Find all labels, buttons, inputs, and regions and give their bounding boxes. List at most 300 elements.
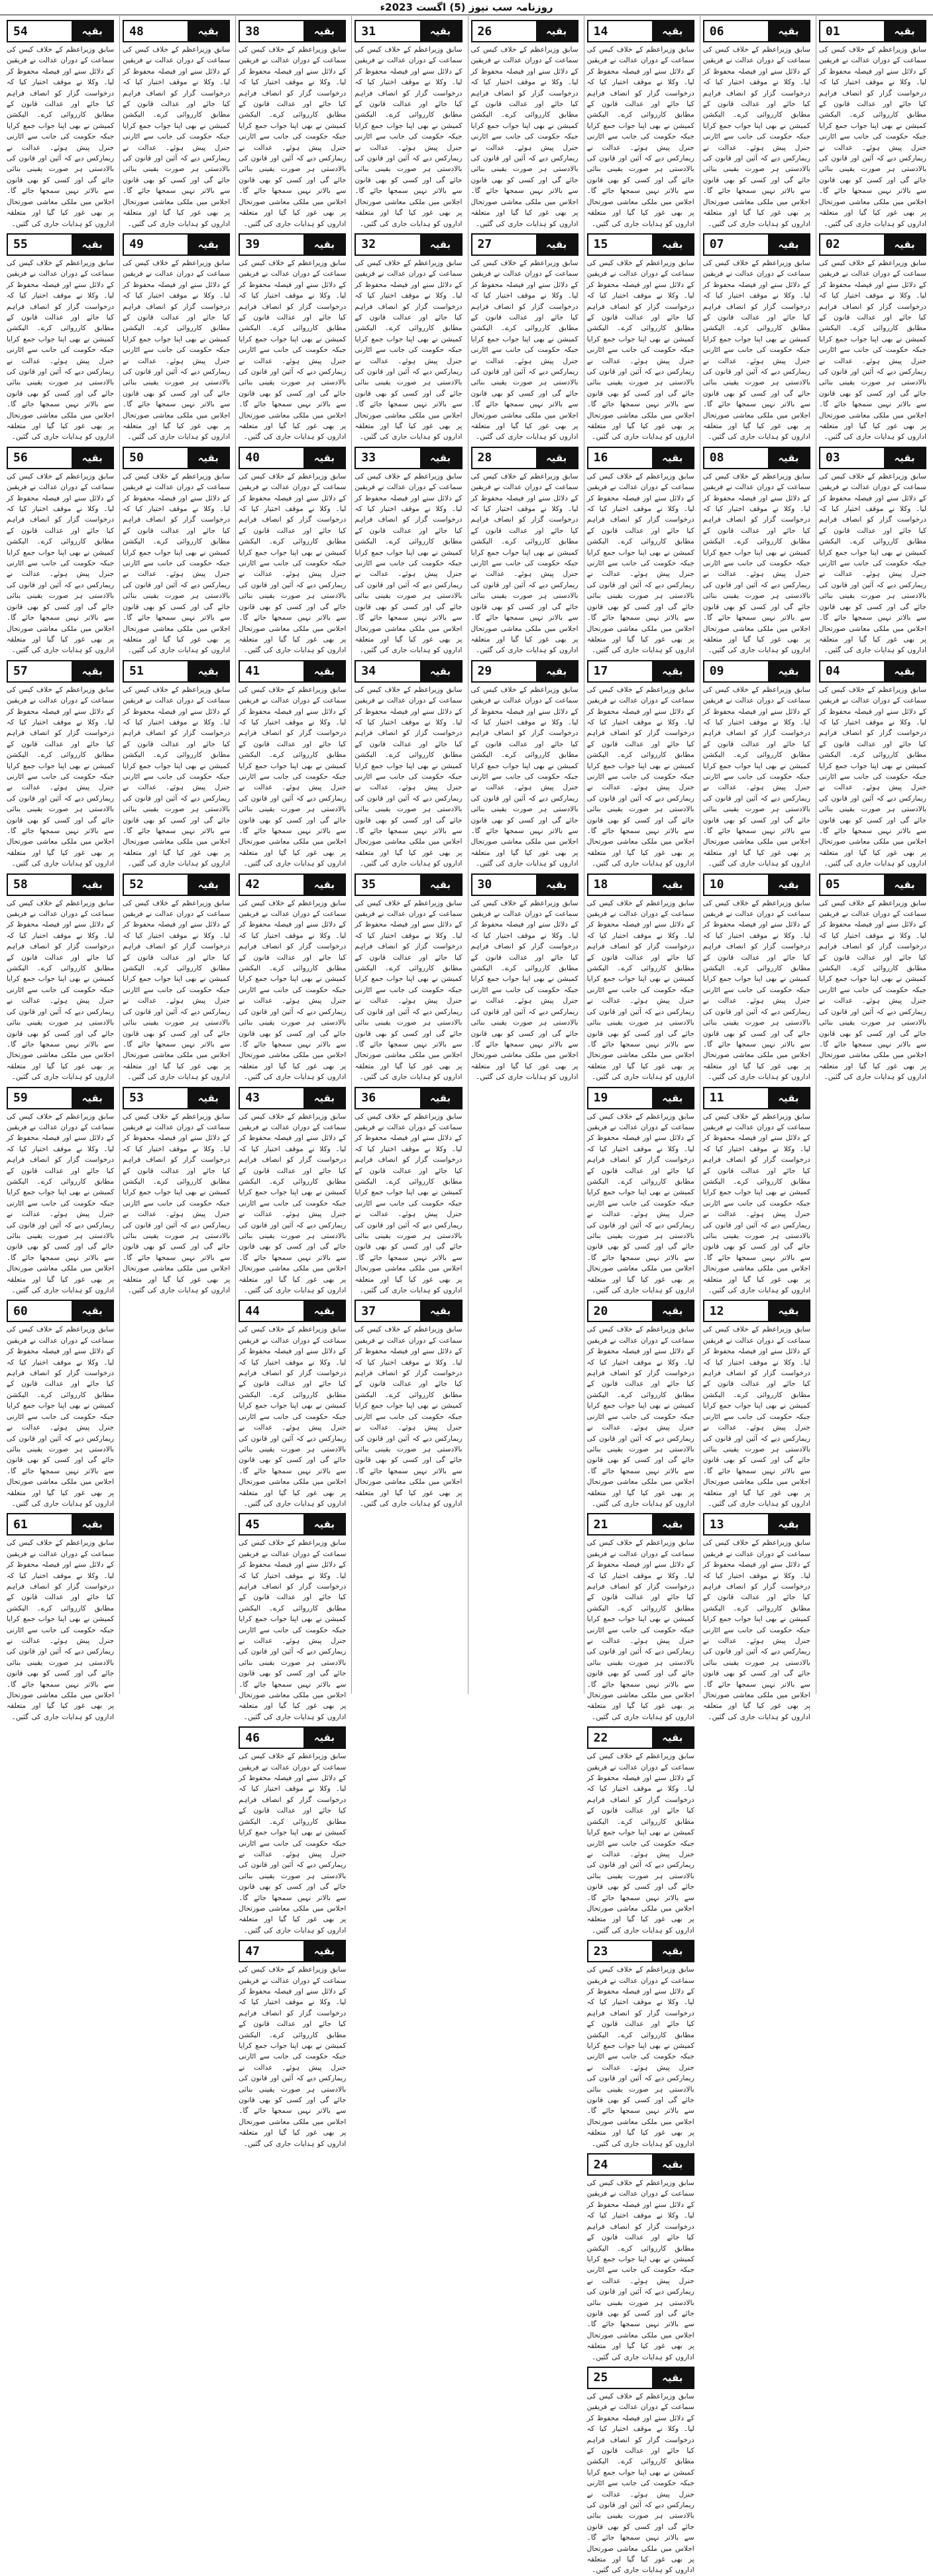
story-body: سابق وزیراعظم کے خلاف کیس کی سماعت کے دوران عدالت نے فریقین کے دلائل سنے اور فیصلہ محفوظ کر لیا۔ وکلا نے موقف اختیار کیا کہ درخواست گزار کو انصاف فراہم کیا جائے اور عدالت قانون کے مطابق کارروائی کرے۔ الیکشن کمیشن نے بھی اپنا جواب جمع کرایا جبکہ حکومت کی جانب سے اٹارنی جنرل پیش ہوئے۔ عدالت نے ریمارکس دیے کہ آئین اور قانون کی بالادستی ہر صورت یقینی بنائی جائے گی اور کسی کو بھی قانون سے بالاتر نہیں سمجھا جائے گا۔ اجلاس میں ملکی معاشی صورتحال پر بھی غور کیا گیا اور متعلقہ اداروں کو ہدایات جاری کی گئیں۔ [123,685,231,868]
continuation-label: بقیہ [652,235,693,254]
story-number: 57 [8,661,72,681]
story-body: سابق وزیراعظم کے خلاف کیس کی سماعت کے دوران عدالت نے فریقین کے دلائل سنے اور فیصلہ محفوظ کر لیا۔ وکلا نے موقف اختیار کیا کہ درخواست گزار کو انصاف فراہم کیا جائے اور عدالت قانون کے مطابق کارروائی کرے۔ الیکشن کمیشن نے بھی اپنا جواب جمع کرایا جبکہ حکومت کی جانب سے اٹارنی جنرل پیش ہوئے۔ عدالت نے ریمارکس دیے کہ آئین اور قانون کی بالادستی ہر صورت یقینی بنائی جائے گی اور کسی کو بھی قانون سے بالاتر نہیں سمجھا جائے گا۔ اجلاس میں ملکی معاشی صورتحال پر بھی غور کیا گیا اور متعلقہ اداروں کو ہدایات جاری کی گئیں۔ [123,46,231,228]
story-number: 22 [588,1728,652,1748]
story-body: سابق وزیراعظم کے خلاف کیس کی سماعت کے دوران عدالت نے فریقین کے دلائل سنے اور فیصلہ محفوظ کر لیا۔ وکلا نے موقف اختیار کیا کہ درخواست گزار کو انصاف فراہم کیا جائے اور عدالت قانون کے مطابق کارروائی کرے۔ الیکشن کمیشن نے بھی اپنا جواب جمع کرایا جبکہ حکومت کی جانب سے اٹارنی جنرل پیش ہوئے۔ عدالت نے ریمارکس دیے کہ آئین اور قانون کی بالادستی ہر صورت یقینی بنائی جائے گی اور کسی کو بھی قانون سے بالاتر نہیں سمجھا جائے گا۔ اجلاس میں ملکی معاشی صورتحال پر بھی غور کیا گیا اور متعلقہ اداروں کو ہدایات جاری کی گئیں۔ [239,46,347,228]
story-body: سابق وزیراعظم کے خلاف کیس کی سماعت کے دوران عدالت نے فریقین کے دلائل سنے اور فیصلہ محفوظ کر لیا۔ وکلا نے موقف اختیار کیا کہ درخواست گزار کو انصاف فراہم کیا جائے اور عدالت قانون کے مطابق کارروائی کرے۔ الیکشن کمیشن نے بھی اپنا جواب جمع کرایا جبکہ حکومت کی جانب سے اٹارنی جنرل پیش ہوئے۔ عدالت نے ریمارکس دیے کہ آئین اور قانون کی بالادستی ہر صورت یقینی بنائی جائے گی اور کسی کو بھی قانون سے بالاتر نہیں سمجھا جائے گا۔ اجلاس میں ملکی معاشی صورتحال پر بھی غور کیا گیا اور متعلقہ اداروں کو ہدایات جاری کی گئیں۔ [586,899,694,1082]
story-number: 39 [240,235,303,254]
story-09 [703,660,810,869]
story-33 [355,447,462,656]
story-number: 10 [704,875,768,895]
continuation-label: بقیہ [652,448,693,468]
story-number: 50 [124,448,188,468]
story-number: 43 [240,1088,303,1108]
story-53 [123,1087,230,1296]
continuation-tag [819,233,926,256]
continuation-tag [587,1726,694,1749]
story-30 [471,873,578,1083]
continuation-label: بقیہ [303,1301,345,1321]
story-body: سابق وزیراعظم کے خلاف کیس کی سماعت کے دوران عدالت نے فریقین کے دلائل سنے اور فیصلہ محفوظ کر لیا۔ وکلا نے موقف اختیار کیا کہ درخواست گزار کو انصاف فراہم کیا جائے اور عدالت قانون کے مطابق کارروائی کرے۔ الیکشن کمیشن نے بھی اپنا جواب جمع کرایا جبکہ حکومت کی جانب سے اٹارنی جنرل پیش ہوئے۔ عدالت نے ریمارکس دیے کہ آئین اور قانون کی بالادستی ہر صورت یقینی بنائی جائے گی اور کسی کو بھی قانون سے بالاتر نہیں سمجھا جائے گا۔ اجلاس میں ملکی معاشی صورتحال پر بھی غور کیا گیا اور متعلقہ اداروں کو ہدایات جاری کی گئیں۔ [123,899,231,1082]
story-body: سابق وزیراعظم کے خلاف کیس کی سماعت کے دوران عدالت نے فریقین کے دلائل سنے اور فیصلہ محفوظ کر لیا۔ وکلا نے موقف اختیار کیا کہ درخواست گزار کو انصاف فراہم کیا جائے اور عدالت قانون کے مطابق کارروائی کرے۔ الیکشن کمیشن نے بھی اپنا جواب جمع کرایا جبکہ حکومت کی جانب سے اٹارنی جنرل پیش ہوئے۔ عدالت نے ریمارکس دیے کہ آئین اور قانون کی بالادستی ہر صورت یقینی بنائی جائے گی اور کسی کو بھی قانون سے بالاتر نہیں سمجھا جائے گا۔ اجلاس میں ملکی معاشی صورتحال پر بھی غور کیا گیا اور متعلقہ اداروں کو ہدایات جاری کی گئیں۔ [702,46,810,228]
story-body: سابق وزیراعظم کے خلاف کیس کی سماعت کے دوران عدالت نے فریقین کے دلائل سنے اور فیصلہ محفوظ کر لیا۔ وکلا نے موقف اختیار کیا کہ درخواست گزار کو انصاف فراہم کیا جائے اور عدالت قانون کے مطابق کارروائی کرے۔ الیکشن کمیشن نے بھی اپنا جواب جمع کرایا جبکہ حکومت کی جانب سے اٹارنی جنرل پیش ہوئے۔ عدالت نے ریمارکس دیے کہ آئین اور قانون کی بالادستی ہر صورت یقینی بنائی جائے گی اور کسی کو بھی قانون سے بالاتر نہیں سمجھا جائے گا۔ اجلاس میں ملکی معاشی صورتحال پر بھی غور کیا گیا اور متعلقہ اداروں کو ہدایات جاری کی گئیں۔ [702,472,810,655]
story-body: سابق وزیراعظم کے خلاف کیس کی سماعت کے دوران عدالت نے فریقین کے دلائل سنے اور فیصلہ محفوظ کر لیا۔ وکلا نے موقف اختیار کیا کہ درخواست گزار کو انصاف فراہم کیا جائے اور عدالت قانون کے مطابق کارروائی کرے۔ الیکشن کمیشن نے بھی اپنا جواب جمع کرایا جبکہ حکومت کی جانب سے اٹارنی جنرل پیش ہوئے۔ عدالت نے ریمارکس دیے کہ آئین اور قانون کی بالادستی ہر صورت یقینی بنائی جائے گی اور کسی کو بھی قانون سے بالاتر نہیں سمجھا جائے گا۔ اجلاس میں ملکی معاشی صورتحال پر بھی غور کیا گیا اور متعلقہ اداروں کو ہدایات جاری کی گئیں۔ [123,1112,231,1295]
column-7 [119,16,233,1694]
story-body: سابق وزیراعظم کے خلاف کیس کی سماعت کے دوران عدالت نے فریقین کے دلائل سنے اور فیصلہ محفوظ کر لیا۔ وکلا نے موقف اختیار کیا کہ درخواست گزار کو انصاف فراہم کیا جائے اور عدالت قانون کے مطابق کارروائی کرے۔ الیکشن کمیشن نے بھی اپنا جواب جمع کرایا جبکہ حکومت کی جانب سے اٹارنی جنرل پیش ہوئے۔ عدالت نے ریمارکس دیے کہ آئین اور قانون کی بالادستی ہر صورت یقینی بنائی جائے گی اور کسی کو بھی قانون سے بالاتر نہیں سمجھا جائے گا۔ اجلاس میں ملکی معاشی صورتحال پر بھی غور کیا گیا اور متعلقہ اداروں کو ہدایات جاری کی گئیں۔ [123,258,231,441]
continuation-tag [123,1087,230,1109]
story-number: 12 [704,1301,768,1321]
story-number: 05 [820,875,884,895]
column-1 [816,16,929,1694]
story-body: سابق وزیراعظم کے خلاف کیس کی سماعت کے دوران عدالت نے فریقین کے دلائل سنے اور فیصلہ محفوظ کر لیا۔ وکلا نے موقف اختیار کیا کہ درخواست گزار کو انصاف فراہم کیا جائے اور عدالت قانون کے مطابق کارروائی کرے۔ الیکشن کمیشن نے بھی اپنا جواب جمع کرایا جبکہ حکومت کی جانب سے اٹارنی جنرل پیش ہوئے۔ عدالت نے ریمارکس دیے کہ آئین اور قانون کی بالادستی ہر صورت یقینی بنائی جائے گی اور کسی کو بھی قانون سے بالاتر نہیں سمجھا جائے گا۔ اجلاس میں ملکی معاشی صورتحال پر بھی غور کیا گیا اور متعلقہ اداروں کو ہدایات جاری کی گئیں۔ [586,472,694,655]
story-body: سابق وزیراعظم کے خلاف کیس کی سماعت کے دوران عدالت نے فریقین کے دلائل سنے اور فیصلہ محفوظ کر لیا۔ وکلا نے موقف اختیار کیا کہ درخواست گزار کو انصاف فراہم کیا جائے اور عدالت قانون کے مطابق کارروائی کرے۔ الیکشن کمیشن نے بھی اپنا جواب جمع کرایا جبکہ حکومت کی جانب سے اٹارنی جنرل پیش ہوئے۔ عدالت نے ریمارکس دیے کہ آئین اور قانون کی بالادستی ہر صورت یقینی بنائی جائے گی اور کسی کو بھی قانون سے بالاتر نہیں سمجھا جائے گا۔ اجلاس میں ملکی معاشی صورتحال پر بھی غور کیا گیا اور متعلقہ اداروں کو ہدایات جاری کی گئیں۔ [818,472,926,655]
continuation-label: بقیہ [420,875,461,895]
story-number: 35 [356,875,419,895]
continuation-label: بقیہ [72,21,113,41]
continuation-tag [703,660,810,683]
story-body: سابق وزیراعظم کے خلاف کیس کی سماعت کے دوران عدالت نے فریقین کے دلائل سنے اور فیصلہ محفوظ کر لیا۔ وکلا نے موقف اختیار کیا کہ درخواست گزار کو انصاف فراہم کیا جائے اور عدالت قانون کے مطابق کارروائی کرے۔ الیکشن کمیشن نے بھی اپنا جواب جمع کرایا جبکہ حکومت کی جانب سے اٹارنی جنرل پیش ہوئے۔ عدالت نے ریمارکس دیے کہ آئین اور قانون کی بالادستی ہر صورت یقینی بنائی جائے گی اور کسی کو بھی قانون سے بالاتر نہیں سمجھا جائے گا۔ اجلاس میں ملکی معاشی صورتحال پر بھی غور کیا گیا اور متعلقہ اداروں کو ہدایات جاری کی گئیں۔ [7,1539,115,1721]
continuation-label: بقیہ [884,21,925,41]
continuation-tag [703,1300,810,1322]
story-43 [239,1087,346,1296]
story-body: سابق وزیراعظم کے خلاف کیس کی سماعت کے دوران عدالت نے فریقین کے دلائل سنے اور فیصلہ محفوظ کر لیا۔ وکلا نے موقف اختیار کیا کہ درخواست گزار کو انصاف فراہم کیا جائے اور عدالت قانون کے مطابق کارروائی کرے۔ الیکشن کمیشن نے بھی اپنا جواب جمع کرایا جبکہ حکومت کی جانب سے اٹارنی جنرل پیش ہوئے۔ عدالت نے ریمارکس دیے کہ آئین اور قانون کی بالادستی ہر صورت یقینی بنائی جائے گی اور کسی کو بھی قانون سے بالاتر نہیں سمجھا جائے گا۔ اجلاس میں ملکی معاشی صورتحال پر بھی غور کیا گیا اور متعلقہ اداروں کو ہدایات جاری کی گئیں۔ [586,1752,694,1934]
story-body: سابق وزیراعظم کے خلاف کیس کی سماعت کے دوران عدالت نے فریقین کے دلائل سنے اور فیصلہ محفوظ کر لیا۔ وکلا نے موقف اختیار کیا کہ درخواست گزار کو انصاف فراہم کیا جائے اور عدالت قانون کے مطابق کارروائی کرے۔ الیکشن کمیشن نے بھی اپنا جواب جمع کرایا جبکہ حکومت کی جانب سے اٹارنی جنرل پیش ہوئے۔ عدالت نے ریمارکس دیے کہ آئین اور قانون کی بالادستی ہر صورت یقینی بنائی جائے گی اور کسی کو بھی قانون سے بالاتر نہیں سمجھا جائے گا۔ اجلاس میں ملکی معاشی صورتحال پر بھی غور کیا گیا اور متعلقہ اداروں کو ہدایات جاری کی گئیں۔ [7,472,115,655]
story-21 [587,1513,694,1722]
continuation-label: بقیہ [768,661,809,681]
story-32 [355,233,462,443]
continuation-label: بقیہ [652,2368,693,2388]
column-4 [468,16,581,1694]
story-number: 01 [820,21,884,41]
story-07 [703,233,810,443]
story-number: 03 [820,448,884,468]
masthead [0,0,933,15]
story-body: سابق وزیراعظم کے خلاف کیس کی سماعت کے دوران عدالت نے فریقین کے دلائل سنے اور فیصلہ محفوظ کر لیا۔ وکلا نے موقف اختیار کیا کہ درخواست گزار کو انصاف فراہم کیا جائے اور عدالت قانون کے مطابق کارروائی کرے۔ الیکشن کمیشن نے بھی اپنا جواب جمع کرایا جبکہ حکومت کی جانب سے اٹارنی جنرل پیش ہوئے۔ عدالت نے ریمارکس دیے کہ آئین اور قانون کی بالادستی ہر صورت یقینی بنائی جائے گی اور کسی کو بھی قانون سے بالاتر نہیں سمجھا جائے گا۔ اجلاس میں ملکی معاشی صورتحال پر بھی غور کیا گیا اور متعلقہ اداروں کو ہدایات جاری کی گئیں۔ [355,685,463,868]
story-57 [7,660,114,869]
continuation-label: بقیہ [884,875,925,895]
continuation-tag [7,233,114,256]
story-number: 32 [356,235,419,254]
continuation-tag [239,1300,346,1322]
story-35 [355,873,462,1083]
continuation-label: بقیہ [72,875,113,895]
continuation-label: بقیہ [768,21,809,41]
story-body: سابق وزیراعظم کے خلاف کیس کی سماعت کے دوران عدالت نے فریقین کے دلائل سنے اور فیصلہ محفوظ کر لیا۔ وکلا نے موقف اختیار کیا کہ درخواست گزار کو انصاف فراہم کیا جائے اور عدالت قانون کے مطابق کارروائی کرے۔ الیکشن کمیشن نے بھی اپنا جواب جمع کرایا جبکہ حکومت کی جانب سے اٹارنی جنرل پیش ہوئے۔ عدالت نے ریمارکس دیے کہ آئین اور قانون کی بالادستی ہر صورت یقینی بنائی جائے گی اور کسی کو بھی قانون سے بالاتر نہیں سمجھا جائے گا۔ اجلاس میں ملکی معاشی صورتحال پر بھی غور کیا گیا اور متعلقہ اداروں کو ہدایات جاری کی گئیں۔ [586,1539,694,1721]
story-54 [7,20,114,229]
story-body: سابق وزیراعظم کے خلاف کیس کی سماعت کے دوران عدالت نے فریقین کے دلائل سنے اور فیصلہ محفوظ کر لیا۔ وکلا نے موقف اختیار کیا کہ درخواست گزار کو انصاف فراہم کیا جائے اور عدالت قانون کے مطابق کارروائی کرے۔ الیکشن کمیشن نے بھی اپنا جواب جمع کرایا جبکہ حکومت کی جانب سے اٹارنی جنرل پیش ہوئے۔ عدالت نے ریمارکس دیے کہ آئین اور قانون کی بالادستی ہر صورت یقینی بنائی جائے گی اور کسی کو بھی قانون سے بالاتر نہیں سمجھا جائے گا۔ اجلاس میں ملکی معاشی صورتحال پر بھی غور کیا گیا اور متعلقہ اداروں کو ہدایات جاری کی گئیں۔ [7,685,115,868]
story-body: سابق وزیراعظم کے خلاف کیس کی سماعت کے دوران عدالت نے فریقین کے دلائل سنے اور فیصلہ محفوظ کر لیا۔ وکلا نے موقف اختیار کیا کہ درخواست گزار کو انصاف فراہم کیا جائے اور عدالت قانون کے مطابق کارروائی کرے۔ الیکشن کمیشن نے بھی اپنا جواب جمع کرایا جبکہ حکومت کی جانب سے اٹارنی جنرل پیش ہوئے۔ عدالت نے ریمارکس دیے کہ آئین اور قانون کی بالادستی ہر صورت یقینی بنائی جائے گی اور کسی کو بھی قانون سے بالاتر نہیں سمجھا جائے گا۔ اجلاس میں ملکی معاشی صورتحال پر بھی غور کیا گیا اور متعلقہ اداروں کو ہدایات جاری کی گئیں۔ [470,472,578,655]
continuation-label: بقیہ [72,235,113,254]
continuation-tag [703,1087,810,1109]
continuation-tag [123,660,230,683]
continuation-label: بقیہ [652,1088,693,1108]
continuation-tag [7,1087,114,1109]
column-5 [351,16,465,1694]
continuation-tag [587,873,694,896]
continuation-tag [239,1513,346,1536]
continuation-label: بقیہ [768,235,809,254]
continuation-tag [703,447,810,469]
story-number: 42 [240,875,303,895]
story-24 [587,2153,694,2363]
continuation-tag [587,447,694,469]
continuation-tag [355,1087,462,1109]
story-16 [587,447,694,656]
story-body: سابق وزیراعظم کے خلاف کیس کی سماعت کے دوران عدالت نے فریقین کے دلائل سنے اور فیصلہ محفوظ کر لیا۔ وکلا نے موقف اختیار کیا کہ درخواست گزار کو انصاف فراہم کیا جائے اور عدالت قانون کے مطابق کارروائی کرے۔ الیکشن کمیشن نے بھی اپنا جواب جمع کرایا جبکہ حکومت کی جانب سے اٹارنی جنرل پیش ہوئے۔ عدالت نے ریمارکس دیے کہ آئین اور قانون کی بالادستی ہر صورت یقینی بنائی جائے گی اور کسی کو بھی قانون سے بالاتر نہیں سمجھا جائے گا۔ اجلاس میں ملکی معاشی صورتحال پر بھی غور کیا گیا اور متعلقہ اداروں کو ہدایات جاری کی گئیں۔ [818,258,926,441]
continuation-label: بقیہ [188,1088,229,1108]
story-25 [587,2367,694,2576]
story-42 [239,873,346,1083]
continuation-label: بقیہ [884,235,925,254]
story-49 [123,233,230,443]
continuation-label: بقیہ [72,1301,113,1321]
story-37 [355,1300,462,1509]
story-number: 15 [588,235,652,254]
story-body: سابق وزیراعظم کے خلاف کیس کی سماعت کے دوران عدالت نے فریقین کے دلائل سنے اور فیصلہ محفوظ کر لیا۔ وکلا نے موقف اختیار کیا کہ درخواست گزار کو انصاف فراہم کیا جائے اور عدالت قانون کے مطابق کارروائی کرے۔ الیکشن کمیشن نے بھی اپنا جواب جمع کرایا جبکہ حکومت کی جانب سے اٹارنی جنرل پیش ہوئے۔ عدالت نے ریمارکس دیے کہ آئین اور قانون کی بالادستی ہر صورت یقینی بنائی جائے گی اور کسی کو بھی قانون سے بالاتر نہیں سمجھا جائے گا۔ اجلاس میں ملکی معاشی صورتحال پر بھی غور کیا گیا اور متعلقہ اداروں کو ہدایات جاری کی گئیں۔ [355,1325,463,1508]
story-number: 46 [240,1728,303,1748]
story-number: 16 [588,448,652,468]
continuation-tag [471,233,578,256]
story-number: 20 [588,1301,652,1321]
story-body: سابق وزیراعظم کے خلاف کیس کی سماعت کے دوران عدالت نے فریقین کے دلائل سنے اور فیصلہ محفوظ کر لیا۔ وکلا نے موقف اختیار کیا کہ درخواست گزار کو انصاف فراہم کیا جائے اور عدالت قانون کے مطابق کارروائی کرے۔ الیکشن کمیشن نے بھی اپنا جواب جمع کرایا جبکہ حکومت کی جانب سے اٹارنی جنرل پیش ہوئے۔ عدالت نے ریمارکس دیے کہ آئین اور قانون کی بالادستی ہر صورت یقینی بنائی جائے گی اور کسی کو بھی قانون سے بالاتر نہیں سمجھا جائے گا۔ اجلاس میں ملکی معاشی صورتحال پر بھی غور کیا گیا اور متعلقہ اداروں کو ہدایات جاری کی گئیں۔ [355,472,463,655]
continuation-tag [587,1513,694,1536]
column-8 [4,16,117,1721]
continuation-tag [355,447,462,469]
story-number: 49 [124,235,188,254]
story-body: سابق وزیراعظم کے خلاف کیس کی سماعت کے دوران عدالت نے فریقین کے دلائل سنے اور فیصلہ محفوظ کر لیا۔ وکلا نے موقف اختیار کیا کہ درخواست گزار کو انصاف فراہم کیا جائے اور عدالت قانون کے مطابق کارروائی کرے۔ الیکشن کمیشن نے بھی اپنا جواب جمع کرایا جبکہ حکومت کی جانب سے اٹارنی جنرل پیش ہوئے۔ عدالت نے ریمارکس دیے کہ آئین اور قانون کی بالادستی ہر صورت یقینی بنائی جائے گی اور کسی کو بھی قانون سے بالاتر نہیں سمجھا جائے گا۔ اجلاس میں ملکی معاشی صورتحال پر بھی غور کیا گیا اور متعلقہ اداروں کو ہدایات جاری کی گئیں۔ [7,1325,115,1508]
continuation-tag [471,447,578,469]
story-body: سابق وزیراعظم کے خلاف کیس کی سماعت کے دوران عدالت نے فریقین کے دلائل سنے اور فیصلہ محفوظ کر لیا۔ وکلا نے موقف اختیار کیا کہ درخواست گزار کو انصاف فراہم کیا جائے اور عدالت قانون کے مطابق کارروائی کرے۔ الیکشن کمیشن نے بھی اپنا جواب جمع کرایا جبکہ حکومت کی جانب سے اٹارنی جنرل پیش ہوئے۔ عدالت نے ریمارکس دیے کہ آئین اور قانون کی بالادستی ہر صورت یقینی بنائی جائے گی اور کسی کو بھی قانون سے بالاتر نہیں سمجھا جائے گا۔ اجلاس میں ملکی معاشی صورتحال پر بھی غور کیا گیا اور متعلقہ اداروں کو ہدایات جاری کی گئیں۔ [586,46,694,228]
continuation-tag [471,873,578,896]
story-number: 30 [472,875,536,895]
continuation-tag [239,20,346,42]
story-body: سابق وزیراعظم کے خلاف کیس کی سماعت کے دوران عدالت نے فریقین کے دلائل سنے اور فیصلہ محفوظ کر لیا۔ وکلا نے موقف اختیار کیا کہ درخواست گزار کو انصاف فراہم کیا جائے اور عدالت قانون کے مطابق کارروائی کرے۔ الیکشن کمیشن نے بھی اپنا جواب جمع کرایا جبکہ حکومت کی جانب سے اٹارنی جنرل پیش ہوئے۔ عدالت نے ریمارکس دیے کہ آئین اور قانون کی بالادستی ہر صورت یقینی بنائی جائے گی اور کسی کو بھی قانون سے بالاتر نہیں سمجھا جائے گا۔ اجلاس میں ملکی معاشی صورتحال پر بھی غور کیا گیا اور متعلقہ اداروں کو ہدایات جاری کی گئیں۔ [702,1112,810,1295]
story-19 [587,1087,694,1296]
column-6 [235,16,349,2148]
story-03 [819,447,926,656]
continuation-label: بقیہ [303,875,345,895]
continuation-label: بقیہ [303,661,345,681]
continuation-tag [587,1300,694,1322]
story-38 [239,20,346,229]
continuation-tag [355,1300,462,1322]
story-number: 53 [124,1088,188,1108]
story-26 [471,20,578,229]
story-body: سابق وزیراعظم کے خلاف کیس کی سماعت کے دوران عدالت نے فریقین کے دلائل سنے اور فیصلہ محفوظ کر لیا۔ وکلا نے موقف اختیار کیا کہ درخواست گزار کو انصاف فراہم کیا جائے اور عدالت قانون کے مطابق کارروائی کرے۔ الیکشن کمیشن نے بھی اپنا جواب جمع کرایا جبکہ حکومت کی جانب سے اٹارنی جنرل پیش ہوئے۔ عدالت نے ریمارکس دیے کہ آئین اور قانون کی بالادستی ہر صورت یقینی بنائی جائے گی اور کسی کو بھی قانون سے بالاتر نہیں سمجھا جائے گا۔ اجلاس میں ملکی معاشی صورتحال پر بھی غور کیا گیا اور متعلقہ اداروں کو ہدایات جاری کی گئیں۔ [586,1966,694,2148]
continuation-label: بقیہ [536,21,577,41]
continuation-label: بقیہ [188,235,229,254]
story-18 [587,873,694,1083]
story-number: 34 [356,661,419,681]
story-number: 25 [588,2368,652,2388]
continuation-label: بقیہ [884,661,925,681]
story-number: 17 [588,661,652,681]
story-01 [819,20,926,229]
story-22 [587,1726,694,1936]
continuation-tag [587,2367,694,2389]
story-number: 40 [240,448,303,468]
story-11 [703,1087,810,1296]
story-number: 04 [820,661,884,681]
continuation-label: بقیہ [420,1088,461,1108]
continuation-tag [239,1726,346,1749]
story-body: سابق وزیراعظم کے خلاف کیس کی سماعت کے دوران عدالت نے فریقین کے دلائل سنے اور فیصلہ محفوظ کر لیا۔ وکلا نے موقف اختیار کیا کہ درخواست گزار کو انصاف فراہم کیا جائے اور عدالت قانون کے مطابق کارروائی کرے۔ الیکشن کمیشن نے بھی اپنا جواب جمع کرایا جبکہ حکومت کی جانب سے اٹارنی جنرل پیش ہوئے۔ عدالت نے ریمارکس دیے کہ آئین اور قانون کی بالادستی ہر صورت یقینی بنائی جائے گی اور کسی کو بھی قانون سے بالاتر نہیں سمجھا جائے گا۔ اجلاس میں ملکی معاشی صورتحال پر بھی غور کیا گیا اور متعلقہ اداروں کو ہدایات جاری کی گئیں۔ [702,258,810,441]
continuation-tag [703,1513,810,1536]
story-50 [123,447,230,656]
continuation-label: بقیہ [652,1941,693,1961]
column-3 [584,16,697,2575]
continuation-label: بقیہ [884,448,925,468]
story-body: سابق وزیراعظم کے خلاف کیس کی سماعت کے دوران عدالت نے فریقین کے دلائل سنے اور فیصلہ محفوظ کر لیا۔ وکلا نے موقف اختیار کیا کہ درخواست گزار کو انصاف فراہم کیا جائے اور عدالت قانون کے مطابق کارروائی کرے۔ الیکشن کمیشن نے بھی اپنا جواب جمع کرایا جبکہ حکومت کی جانب سے اٹارنی جنرل پیش ہوئے۔ عدالت نے ریمارکس دیے کہ آئین اور قانون کی بالادستی ہر صورت یقینی بنائی جائے گی اور کسی کو بھی قانون سے بالاتر نہیں سمجھا جائے گا۔ اجلاس میں ملکی معاشی صورتحال پر بھی غور کیا گیا اور متعلقہ اداروں کو ہدایات جاری کی گئیں۔ [239,1966,347,2148]
continuation-label: بقیہ [72,1514,113,1534]
story-body: سابق وزیراعظم کے خلاف کیس کی سماعت کے دوران عدالت نے فریقین کے دلائل سنے اور فیصلہ محفوظ کر لیا۔ وکلا نے موقف اختیار کیا کہ درخواست گزار کو انصاف فراہم کیا جائے اور عدالت قانون کے مطابق کارروائی کرے۔ الیکشن کمیشن نے بھی اپنا جواب جمع کرایا جبکہ حکومت کی جانب سے اٹارنی جنرل پیش ہوئے۔ عدالت نے ریمارکس دیے کہ آئین اور قانون کی بالادستی ہر صورت یقینی بنائی جائے گی اور کسی کو بھی قانون سے بالاتر نہیں سمجھا جائے گا۔ اجلاس میں ملکی معاشی صورتحال پر بھی غور کیا گیا اور متعلقہ اداروں کو ہدایات جاری کی گئیں۔ [702,1539,810,1721]
story-48 [123,20,230,229]
continuation-tag [703,873,810,896]
story-body: سابق وزیراعظم کے خلاف کیس کی سماعت کے دوران عدالت نے فریقین کے دلائل سنے اور فیصلہ محفوظ کر لیا۔ وکلا نے موقف اختیار کیا کہ درخواست گزار کو انصاف فراہم کیا جائے اور عدالت قانون کے مطابق کارروائی کرے۔ الیکشن کمیشن نے بھی اپنا جواب جمع کرایا جبکہ حکومت کی جانب سے اٹارنی جنرل پیش ہوئے۔ عدالت نے ریمارکس دیے کہ آئین اور قانون کی بالادستی ہر صورت یقینی بنائی جائے گی اور کسی کو بھی قانون سے بالاتر نہیں سمجھا جائے گا۔ اجلاس میں ملکی معاشی صورتحال پر بھی غور کیا گیا اور متعلقہ اداروں کو ہدایات جاری کی گئیں۔ [818,899,926,1082]
story-58 [7,873,114,1083]
continuation-tag [471,660,578,683]
story-number: 44 [240,1301,303,1321]
continuation-label: بقیہ [420,235,461,254]
column-2 [700,16,813,1721]
continuation-label: بقیہ [652,21,693,41]
continuation-label: بقیہ [188,448,229,468]
story-number: 27 [472,235,536,254]
story-body: سابق وزیراعظم کے خلاف کیس کی سماعت کے دوران عدالت نے فریقین کے دلائل سنے اور فیصلہ محفوظ کر لیا۔ وکلا نے موقف اختیار کیا کہ درخواست گزار کو انصاف فراہم کیا جائے اور عدالت قانون کے مطابق کارروائی کرے۔ الیکشن کمیشن نے بھی اپنا جواب جمع کرایا جبکہ حکومت کی جانب سے اٹارنی جنرل پیش ہوئے۔ عدالت نے ریمارکس دیے کہ آئین اور قانون کی بالادستی ہر صورت یقینی بنائی جائے گی اور کسی کو بھی قانون سے بالاتر نہیں سمجھا جائے گا۔ اجلاس میں ملکی معاشی صورتحال پر بھی غور کیا گیا اور متعلقہ اداروں کو ہدایات جاری کی گئیں۔ [702,899,810,1082]
story-04 [819,660,926,869]
story-body: سابق وزیراعظم کے خلاف کیس کی سماعت کے دوران عدالت نے فریقین کے دلائل سنے اور فیصلہ محفوظ کر لیا۔ وکلا نے موقف اختیار کیا کہ درخواست گزار کو انصاف فراہم کیا جائے اور عدالت قانون کے مطابق کارروائی کرے۔ الیکشن کمیشن نے بھی اپنا جواب جمع کرایا جبکہ حکومت کی جانب سے اٹارنی جنرل پیش ہوئے۔ عدالت نے ریمارکس دیے کہ آئین اور قانون کی بالادستی ہر صورت یقینی بنائی جائے گی اور کسی کو بھی قانون سے بالاتر نہیں سمجھا جائے گا۔ اجلاس میں ملکی معاشی صورتحال پر بھی غور کیا گیا اور متعلقہ اداروں کو ہدایات جاری کی گئیں۔ [586,1112,694,1295]
continuation-tag [7,20,114,42]
continuation-label: بقیہ [536,661,577,681]
story-41 [239,660,346,869]
story-number: 37 [356,1301,419,1321]
story-body: سابق وزیراعظم کے خلاف کیس کی سماعت کے دوران عدالت نے فریقین کے دلائل سنے اور فیصلہ محفوظ کر لیا۔ وکلا نے موقف اختیار کیا کہ درخواست گزار کو انصاف فراہم کیا جائے اور عدالت قانون کے مطابق کارروائی کرے۔ الیکشن کمیشن نے بھی اپنا جواب جمع کرایا جبکہ حکومت کی جانب سے اٹارنی جنرل پیش ہوئے۔ عدالت نے ریمارکس دیے کہ آئین اور قانون کی بالادستی ہر صورت یقینی بنائی جائے گی اور کسی کو بھی قانون سے بالاتر نہیں سمجھا جائے گا۔ اجلاس میں ملکی معاشی صورتحال پر بھی غور کیا گیا اور متعلقہ اداروں کو ہدایات جاری کی گئیں۔ [470,899,578,1082]
story-body: سابق وزیراعظم کے خلاف کیس کی سماعت کے دوران عدالت نے فریقین کے دلائل سنے اور فیصلہ محفوظ کر لیا۔ وکلا نے موقف اختیار کیا کہ درخواست گزار کو انصاف فراہم کیا جائے اور عدالت قانون کے مطابق کارروائی کرے۔ الیکشن کمیشن نے بھی اپنا جواب جمع کرایا جبکہ حکومت کی جانب سے اٹارنی جنرل پیش ہوئے۔ عدالت نے ریمارکس دیے کہ آئین اور قانون کی بالادستی ہر صورت یقینی بنائی جائے گی اور کسی کو بھی قانون سے بالاتر نہیں سمجھا جائے گا۔ اجلاس میں ملکی معاشی صورتحال پر بھی غور کیا گیا اور متعلقہ اداروں کو ہدایات جاری کی گئیں۔ [239,1112,347,1295]
story-55 [7,233,114,443]
story-number: 02 [820,235,884,254]
story-40 [239,447,346,656]
story-13 [703,1513,810,1722]
continuation-tag [703,20,810,42]
story-number: 07 [704,235,768,254]
continuation-tag [239,660,346,683]
story-number: 41 [240,661,303,681]
story-31 [355,20,462,229]
story-12 [703,1300,810,1509]
continuation-label: بقیہ [303,1088,345,1108]
story-47 [239,1940,346,2149]
story-number: 09 [704,661,768,681]
story-34 [355,660,462,869]
story-number: 24 [588,2155,652,2174]
story-body: سابق وزیراعظم کے خلاف کیس کی سماعت کے دوران عدالت نے فریقین کے دلائل سنے اور فیصلہ محفوظ کر لیا۔ وکلا نے موقف اختیار کیا کہ درخواست گزار کو انصاف فراہم کیا جائے اور عدالت قانون کے مطابق کارروائی کرے۔ الیکشن کمیشن نے بھی اپنا جواب جمع کرایا جبکہ حکومت کی جانب سے اٹارنی جنرل پیش ہوئے۔ عدالت نے ریمارکس دیے کہ آئین اور قانون کی بالادستی ہر صورت یقینی بنائی جائے گی اور کسی کو بھی قانون سے بالاتر نہیں سمجھا جائے گا۔ اجلاس میں ملکی معاشی صورتحال پر بھی غور کیا گیا اور متعلقہ اداروں کو ہدایات جاری کی گئیں۔ [355,899,463,1082]
continuation-tag [355,233,462,256]
story-05 [819,873,926,1083]
story-body: سابق وزیراعظم کے خلاف کیس کی سماعت کے دوران عدالت نے فریقین کے دلائل سنے اور فیصلہ محفوظ کر لیا۔ وکلا نے موقف اختیار کیا کہ درخواست گزار کو انصاف فراہم کیا جائے اور عدالت قانون کے مطابق کارروائی کرے۔ الیکشن کمیشن نے بھی اپنا جواب جمع کرایا جبکہ حکومت کی جانب سے اٹارنی جنرل پیش ہوئے۔ عدالت نے ریمارکس دیے کہ آئین اور قانون کی بالادستی ہر صورت یقینی بنائی جائے گی اور کسی کو بھی قانون سے بالاتر نہیں سمجھا جائے گا۔ اجلاس میں ملکی معاشی صورتحال پر بھی غور کیا گیا اور متعلقہ اداروں کو ہدایات جاری کی گئیں۔ [470,46,578,228]
story-39 [239,233,346,443]
story-59 [7,1087,114,1296]
story-number: 60 [8,1301,72,1321]
story-body: سابق وزیراعظم کے خلاف کیس کی سماعت کے دوران عدالت نے فریقین کے دلائل سنے اور فیصلہ محفوظ کر لیا۔ وکلا نے موقف اختیار کیا کہ درخواست گزار کو انصاف فراہم کیا جائے اور عدالت قانون کے مطابق کارروائی کرے۔ الیکشن کمیشن نے بھی اپنا جواب جمع کرایا جبکہ حکومت کی جانب سے اٹارنی جنرل پیش ہوئے۔ عدالت نے ریمارکس دیے کہ آئین اور قانون کی بالادستی ہر صورت یقینی بنائی جائے گی اور کسی کو بھی قانون سے بالاتر نہیں سمجھا جائے گا۔ اجلاس میں ملکی معاشی صورتحال پر بھی غور کیا گیا اور متعلقہ اداروں کو ہدایات جاری کی گئیں۔ [470,685,578,868]
story-28 [471,447,578,656]
story-number: 51 [124,661,188,681]
story-number: 56 [8,448,72,468]
story-body: سابق وزیراعظم کے خلاف کیس کی سماعت کے دوران عدالت نے فریقین کے دلائل سنے اور فیصلہ محفوظ کر لیا۔ وکلا نے موقف اختیار کیا کہ درخواست گزار کو انصاف فراہم کیا جائے اور عدالت قانون کے مطابق کارروائی کرے۔ الیکشن کمیشن نے بھی اپنا جواب جمع کرایا جبکہ حکومت کی جانب سے اٹارنی جنرل پیش ہوئے۔ عدالت نے ریمارکس دیے کہ آئین اور قانون کی بالادستی ہر صورت یقینی بنائی جائے گی اور کسی کو بھی قانون سے بالاتر نہیں سمجھا جائے گا۔ اجلاس میں ملکی معاشی صورتحال پر بھی غور کیا گیا اور متعلقہ اداروں کو ہدایات جاری کی گئیں۔ [818,46,926,228]
story-number: 21 [588,1514,652,1534]
story-08 [703,447,810,656]
story-number: 19 [588,1088,652,1108]
continuation-tag [123,447,230,469]
continuation-tag [239,233,346,256]
story-number: 52 [124,875,188,895]
continuation-tag [819,447,926,469]
story-number: 11 [704,1088,768,1108]
story-61 [7,1513,114,1722]
continuation-tag [7,1513,114,1536]
story-06 [703,20,810,229]
story-body: سابق وزیراعظم کے خلاف کیس کی سماعت کے دوران عدالت نے فریقین کے دلائل سنے اور فیصلہ محفوظ کر لیا۔ وکلا نے موقف اختیار کیا کہ درخواست گزار کو انصاف فراہم کیا جائے اور عدالت قانون کے مطابق کارروائی کرے۔ الیکشن کمیشن نے بھی اپنا جواب جمع کرایا جبکہ حکومت کی جانب سے اٹارنی جنرل پیش ہوئے۔ عدالت نے ریمارکس دیے کہ آئین اور قانون کی بالادستی ہر صورت یقینی بنائی جائے گی اور کسی کو بھی قانون سے بالاتر نہیں سمجھا جائے گا۔ اجلاس میں ملکی معاشی صورتحال پر بھی غور کیا گیا اور متعلقہ اداروں کو ہدایات جاری کی گئیں۔ [239,685,347,868]
continuation-tag [7,660,114,683]
story-body: سابق وزیراعظم کے خلاف کیس کی سماعت کے دوران عدالت نے فریقین کے دلائل سنے اور فیصلہ محفوظ کر لیا۔ وکلا نے موقف اختیار کیا کہ درخواست گزار کو انصاف فراہم کیا جائے اور عدالت قانون کے مطابق کارروائی کرے۔ الیکشن کمیشن نے بھی اپنا جواب جمع کرایا جبکہ حکومت کی جانب سے اٹارنی جنرل پیش ہوئے۔ عدالت نے ریمارکس دیے کہ آئین اور قانون کی بالادستی ہر صورت یقینی بنائی جائے گی اور کسی کو بھی قانون سے بالاتر نہیں سمجھا جائے گا۔ اجلاس میں ملکی معاشی صورتحال پر بھی غور کیا گیا اور متعلقہ اداروں کو ہدایات جاری کی گئیں۔ [123,472,231,655]
story-51 [123,660,230,869]
continuation-label: بقیہ [303,21,345,41]
continuation-label: بقیہ [652,661,693,681]
story-29 [471,660,578,869]
continuation-label: بقیہ [303,1514,345,1534]
story-10 [703,873,810,1083]
story-body: سابق وزیراعظم کے خلاف کیس کی سماعت کے دوران عدالت نے فریقین کے دلائل سنے اور فیصلہ محفوظ کر لیا۔ وکلا نے موقف اختیار کیا کہ درخواست گزار کو انصاف فراہم کیا جائے اور عدالت قانون کے مطابق کارروائی کرے۔ الیکشن کمیشن نے بھی اپنا جواب جمع کرایا جبکہ حکومت کی جانب سے اٹارنی جنرل پیش ہوئے۔ عدالت نے ریمارکس دیے کہ آئین اور قانون کی بالادستی ہر صورت یقینی بنائی جائے گی اور کسی کو بھی قانون سے بالاتر نہیں سمجھا جائے گا۔ اجلاس میں ملکی معاشی صورتحال پر بھی غور کیا گیا اور متعلقہ اداروں کو ہدایات جاری کی گئیں۔ [239,899,347,1082]
continuation-label: بقیہ [420,1301,461,1321]
story-number: 45 [240,1514,303,1534]
story-number: 48 [124,21,188,41]
continuation-tag [239,447,346,469]
continuation-tag [123,20,230,42]
story-number: 59 [8,1088,72,1108]
story-number: 58 [8,875,72,895]
continuation-tag [239,873,346,896]
continuation-label: بقیہ [188,661,229,681]
story-body: سابق وزیراعظم کے خلاف کیس کی سماعت کے دوران عدالت نے فریقین کے دلائل سنے اور فیصلہ محفوظ کر لیا۔ وکلا نے موقف اختیار کیا کہ درخواست گزار کو انصاف فراہم کیا جائے اور عدالت قانون کے مطابق کارروائی کرے۔ الیکشن کمیشن نے بھی اپنا جواب جمع کرایا جبکہ حکومت کی جانب سے اٹارنی جنرل پیش ہوئے۔ عدالت نے ریمارکس دیے کہ آئین اور قانون کی بالادستی ہر صورت یقینی بنائی جائے گی اور کسی کو بھی قانون سے بالاتر نہیں سمجھا جائے گا۔ اجلاس میں ملکی معاشی صورتحال پر بھی غور کیا گیا اور متعلقہ اداروں کو ہدایات جاری کی گئیں۔ [586,1325,694,1508]
story-body: سابق وزیراعظم کے خلاف کیس کی سماعت کے دوران عدالت نے فریقین کے دلائل سنے اور فیصلہ محفوظ کر لیا۔ وکلا نے موقف اختیار کیا کہ درخواست گزار کو انصاف فراہم کیا جائے اور عدالت قانون کے مطابق کارروائی کرے۔ الیکشن کمیشن نے بھی اپنا جواب جمع کرایا جبکہ حکومت کی جانب سے اٹارنی جنرل پیش ہوئے۔ عدالت نے ریمارکس دیے کہ آئین اور قانون کی بالادستی ہر صورت یقینی بنائی جائے گی اور کسی کو بھی قانون سے بالاتر نہیں سمجھا جائے گا۔ اجلاس میں ملکی معاشی صورتحال پر بھی غور کیا گیا اور متعلقہ اداروں کو ہدایات جاری کی گئیں۔ [7,1112,115,1295]
story-56 [7,447,114,656]
story-number: 28 [472,448,536,468]
story-44 [239,1300,346,1509]
story-body: سابق وزیراعظم کے خلاف کیس کی سماعت کے دوران عدالت نے فریقین کے دلائل سنے اور فیصلہ محفوظ کر لیا۔ وکلا نے موقف اختیار کیا کہ درخواست گزار کو انصاف فراہم کیا جائے اور عدالت قانون کے مطابق کارروائی کرے۔ الیکشن کمیشن نے بھی اپنا جواب جمع کرایا جبکہ حکومت کی جانب سے اٹارنی جنرل پیش ہوئے۔ عدالت نے ریمارکس دیے کہ آئین اور قانون کی بالادستی ہر صورت یقینی بنائی جائے گی اور کسی کو بھی قانون سے بالاتر نہیں سمجھا جائے گا۔ اجلاس میں ملکی معاشی صورتحال پر بھی غور کیا گیا اور متعلقہ اداروں کو ہدایات جاری کی گئیں۔ [818,685,926,868]
continuation-tag [239,1087,346,1109]
story-17 [587,660,694,869]
story-body: سابق وزیراعظم کے خلاف کیس کی سماعت کے دوران عدالت نے فریقین کے دلائل سنے اور فیصلہ محفوظ کر لیا۔ وکلا نے موقف اختیار کیا کہ درخواست گزار کو انصاف فراہم کیا جائے اور عدالت قانون کے مطابق کارروائی کرے۔ الیکشن کمیشن نے بھی اپنا جواب جمع کرایا جبکہ حکومت کی جانب سے اٹارنی جنرل پیش ہوئے۔ عدالت نے ریمارکس دیے کہ آئین اور قانون کی بالادستی ہر صورت یقینی بنائی جائے گی اور کسی کو بھی قانون سے بالاتر نہیں سمجھا جائے گا۔ اجلاس میں ملکی معاشی صورتحال پر بھی غور کیا گیا اور متعلقہ اداروں کو ہدایات جاری کی گئیں۔ [355,46,463,228]
story-body: سابق وزیراعظم کے خلاف کیس کی سماعت کے دوران عدالت نے فریقین کے دلائل سنے اور فیصلہ محفوظ کر لیا۔ وکلا نے موقف اختیار کیا کہ درخواست گزار کو انصاف فراہم کیا جائے اور عدالت قانون کے مطابق کارروائی کرے۔ الیکشن کمیشن نے بھی اپنا جواب جمع کرایا جبکہ حکومت کی جانب سے اٹارنی جنرل پیش ہوئے۔ عدالت نے ریمارکس دیے کہ آئین اور قانون کی بالادستی ہر صورت یقینی بنائی جائے گی اور کسی کو بھی قانون سے بالاتر نہیں سمجھا جائے گا۔ اجلاس میں ملکی معاشی صورتحال پر بھی غور کیا گیا اور متعلقہ اداروں کو ہدایات جاری کی گئیں۔ [7,46,115,228]
story-body: سابق وزیراعظم کے خلاف کیس کی سماعت کے دوران عدالت نے فریقین کے دلائل سنے اور فیصلہ محفوظ کر لیا۔ وکلا نے موقف اختیار کیا کہ درخواست گزار کو انصاف فراہم کیا جائے اور عدالت قانون کے مطابق کارروائی کرے۔ الیکشن کمیشن نے بھی اپنا جواب جمع کرایا جبکہ حکومت کی جانب سے اٹارنی جنرل پیش ہوئے۔ عدالت نے ریمارکس دیے کہ آئین اور قانون کی بالادستی ہر صورت یقینی بنائی جائے گی اور کسی کو بھی قانون سے بالاتر نہیں سمجھا جائے گا۔ اجلاس میں ملکی معاشی صورتحال پر بھی غور کیا گیا اور متعلقہ اداروں کو ہدایات جاری کی گئیں۔ [702,685,810,868]
continuation-label: بقیہ [536,448,577,468]
continuation-label: بقیہ [652,1728,693,1748]
continuation-tag [703,233,810,256]
story-45 [239,1513,346,1722]
story-body: سابق وزیراعظم کے خلاف کیس کی سماعت کے دوران عدالت نے فریقین کے دلائل سنے اور فیصلہ محفوظ کر لیا۔ وکلا نے موقف اختیار کیا کہ درخواست گزار کو انصاف فراہم کیا جائے اور عدالت قانون کے مطابق کارروائی کرے۔ الیکشن کمیشن نے بھی اپنا جواب جمع کرایا جبکہ حکومت کی جانب سے اٹارنی جنرل پیش ہوئے۔ عدالت نے ریمارکس دیے کہ آئین اور قانون کی بالادستی ہر صورت یقینی بنائی جائے گی اور کسی کو بھی قانون سے بالاتر نہیں سمجھا جائے گا۔ اجلاس میں ملکی معاشی صورتحال پر بھی غور کیا گیا اور متعلقہ اداروں کو ہدایات جاری کی گئیں۔ [239,472,347,655]
continuation-tag [7,1300,114,1322]
continuation-label: بقیہ [303,1728,345,1748]
continuation-label: بقیہ [536,235,577,254]
story-number: 61 [8,1514,72,1534]
continuation-tag [355,660,462,683]
newspaper-page [4,16,929,2575]
continuation-tag [819,20,926,42]
story-02 [819,233,926,443]
story-number: 29 [472,661,536,681]
story-number: 36 [356,1088,419,1108]
continuation-tag [819,660,926,683]
continuation-label: بقیہ [536,875,577,895]
story-36 [355,1087,462,1296]
story-20 [587,1300,694,1509]
story-46 [239,1726,346,1936]
story-number: 31 [356,21,419,41]
story-number: 33 [356,448,419,468]
continuation-tag [123,233,230,256]
continuation-tag [7,873,114,896]
story-number: 08 [704,448,768,468]
continuation-label: بقیہ [72,661,113,681]
continuation-tag [355,20,462,42]
story-body: سابق وزیراعظم کے خلاف کیس کی سماعت کے دوران عدالت نے فریقین کے دلائل سنے اور فیصلہ محفوظ کر لیا۔ وکلا نے موقف اختیار کیا کہ درخواست گزار کو انصاف فراہم کیا جائے اور عدالت قانون کے مطابق کارروائی کرے۔ الیکشن کمیشن نے بھی اپنا جواب جمع کرایا جبکہ حکومت کی جانب سے اٹارنی جنرل پیش ہوئے۔ عدالت نے ریمارکس دیے کہ آئین اور قانون کی بالادستی ہر صورت یقینی بنائی جائے گی اور کسی کو بھی قانون سے بالاتر نہیں سمجھا جائے گا۔ اجلاس میں ملکی معاشی صورتحال پر بھی غور کیا گیا اور متعلقہ اداروں کو ہدایات جاری کی گئیں۔ [586,685,694,868]
continuation-label: بقیہ [188,875,229,895]
story-body: سابق وزیراعظم کے خلاف کیس کی سماعت کے دوران عدالت نے فریقین کے دلائل سنے اور فیصلہ محفوظ کر لیا۔ وکلا نے موقف اختیار کیا کہ درخواست گزار کو انصاف فراہم کیا جائے اور عدالت قانون کے مطابق کارروائی کرے۔ الیکشن کمیشن نے بھی اپنا جواب جمع کرایا جبکہ حکومت کی جانب سے اٹارنی جنرل پیش ہوئے۔ عدالت نے ریمارکس دیے کہ آئین اور قانون کی بالادستی ہر صورت یقینی بنائی جائے گی اور کسی کو بھی قانون سے بالاتر نہیں سمجھا جائے گا۔ اجلاس میں ملکی معاشی صورتحال پر بھی غور کیا گیا اور متعلقہ اداروں کو ہدایات جاری کی گئیں۔ [355,1112,463,1295]
story-number: 47 [240,1941,303,1961]
continuation-label: بقیہ [303,448,345,468]
continuation-label: بقیہ [652,1301,693,1321]
story-number: 13 [704,1514,768,1534]
continuation-tag [587,233,694,256]
story-body: سابق وزیراعظم کے خلاف کیس کی سماعت کے دوران عدالت نے فریقین کے دلائل سنے اور فیصلہ محفوظ کر لیا۔ وکلا نے موقف اختیار کیا کہ درخواست گزار کو انصاف فراہم کیا جائے اور عدالت قانون کے مطابق کارروائی کرے۔ الیکشن کمیشن نے بھی اپنا جواب جمع کرایا جبکہ حکومت کی جانب سے اٹارنی جنرل پیش ہوئے۔ عدالت نے ریمارکس دیے کہ آئین اور قانون کی بالادستی ہر صورت یقینی بنائی جائے گی اور کسی کو بھی قانون سے بالاتر نہیں سمجھا جائے گا۔ اجلاس میں ملکی معاشی صورتحال پر بھی غور کیا گیا اور متعلقہ اداروں کو ہدایات جاری کی گئیں۔ [470,258,578,441]
continuation-label: بقیہ [768,875,809,895]
continuation-tag [587,1940,694,1962]
story-body: سابق وزیراعظم کے خلاف کیس کی سماعت کے دوران عدالت نے فریقین کے دلائل سنے اور فیصلہ محفوظ کر لیا۔ وکلا نے موقف اختیار کیا کہ درخواست گزار کو انصاف فراہم کیا جائے اور عدالت قانون کے مطابق کارروائی کرے۔ الیکشن کمیشن نے بھی اپنا جواب جمع کرایا جبکہ حکومت کی جانب سے اٹارنی جنرل پیش ہوئے۔ عدالت نے ریمارکس دیے کہ آئین اور قانون کی بالادستی ہر صورت یقینی بنائی جائے گی اور کسی کو بھی قانون سے بالاتر نہیں سمجھا جائے گا۔ اجلاس میں ملکی معاشی صورتحال پر بھی غور کیا گیا اور متعلقہ اداروں کو ہدایات جاری کی گئیں۔ [702,1325,810,1508]
story-body: سابق وزیراعظم کے خلاف کیس کی سماعت کے دوران عدالت نے فریقین کے دلائل سنے اور فیصلہ محفوظ کر لیا۔ وکلا نے موقف اختیار کیا کہ درخواست گزار کو انصاف فراہم کیا جائے اور عدالت قانون کے مطابق کارروائی کرے۔ الیکشن کمیشن نے بھی اپنا جواب جمع کرایا جبکہ حکومت کی جانب سے اٹارنی جنرل پیش ہوئے۔ عدالت نے ریمارکس دیے کہ آئین اور قانون کی بالادستی ہر صورت یقینی بنائی جائے گی اور کسی کو بھی قانون سے بالاتر نہیں سمجھا جائے گا۔ اجلاس میں ملکی معاشی صورتحال پر بھی غور کیا گیا اور متعلقہ اداروں کو ہدایات جاری کی گئیں۔ [239,1752,347,1934]
story-15 [587,233,694,443]
continuation-tag [355,873,462,896]
story-number: 06 [704,21,768,41]
continuation-tag [819,873,926,896]
continuation-label: بقیہ [768,1088,809,1108]
continuation-label: بقیہ [303,235,345,254]
continuation-label: بقیہ [652,1514,693,1534]
story-60 [7,1300,114,1509]
continuation-label: بقیہ [420,21,461,41]
continuation-label: بقیہ [768,448,809,468]
continuation-label: بقیہ [652,2155,693,2174]
story-number: 55 [8,235,72,254]
continuation-label: بقیہ [188,21,229,41]
story-23 [587,1940,694,2149]
continuation-label: بقیہ [652,875,693,895]
continuation-label: بقیہ [72,1088,113,1108]
continuation-label: بقیہ [768,1301,809,1321]
continuation-tag [587,2153,694,2176]
story-body: سابق وزیراعظم کے خلاف کیس کی سماعت کے دوران عدالت نے فریقین کے دلائل سنے اور فیصلہ محفوظ کر لیا۔ وکلا نے موقف اختیار کیا کہ درخواست گزار کو انصاف فراہم کیا جائے اور عدالت قانون کے مطابق کارروائی کرے۔ الیکشن کمیشن نے بھی اپنا جواب جمع کرایا جبکہ حکومت کی جانب سے اٹارنی جنرل پیش ہوئے۔ عدالت نے ریمارکس دیے کہ آئین اور قانون کی بالادستی ہر صورت یقینی بنائی جائے گی اور کسی کو بھی قانون سے بالاتر نہیں سمجھا جائے گا۔ اجلاس میں ملکی معاشی صورتحال پر بھی غور کیا گیا اور متعلقہ اداروں کو ہدایات جاری کی گئیں۔ [586,258,694,441]
story-body: سابق وزیراعظم کے خلاف کیس کی سماعت کے دوران عدالت نے فریقین کے دلائل سنے اور فیصلہ محفوظ کر لیا۔ وکلا نے موقف اختیار کیا کہ درخواست گزار کو انصاف فراہم کیا جائے اور عدالت قانون کے مطابق کارروائی کرے۔ الیکشن کمیشن نے بھی اپنا جواب جمع کرایا جبکہ حکومت کی جانب سے اٹارنی جنرل پیش ہوئے۔ عدالت نے ریمارکس دیے کہ آئین اور قانون کی بالادستی ہر صورت یقینی بنائی جائے گی اور کسی کو بھی قانون سے بالاتر نہیں سمجھا جائے گا۔ اجلاس میں ملکی معاشی صورتحال پر بھی غور کیا گیا اور متعلقہ اداروں کو ہدایات جاری کی گئیں۔ [239,258,347,441]
story-body: سابق وزیراعظم کے خلاف کیس کی سماعت کے دوران عدالت نے فریقین کے دلائل سنے اور فیصلہ محفوظ کر لیا۔ وکلا نے موقف اختیار کیا کہ درخواست گزار کو انصاف فراہم کیا جائے اور عدالت قانون کے مطابق کارروائی کرے۔ الیکشن کمیشن نے بھی اپنا جواب جمع کرایا جبکہ حکومت کی جانب سے اٹارنی جنرل پیش ہوئے۔ عدالت نے ریمارکس دیے کہ آئین اور قانون کی بالادستی ہر صورت یقینی بنائی جائے گی اور کسی کو بھی قانون سے بالاتر نہیں سمجھا جائے گا۔ اجلاس میں ملکی معاشی صورتحال پر بھی غور کیا گیا اور متعلقہ اداروں کو ہدایات جاری کی گئیں۔ [355,258,463,441]
continuation-label: بقیہ [420,661,461,681]
continuation-tag [587,20,694,42]
continuation-tag [587,660,694,683]
story-number: 18 [588,875,652,895]
continuation-label: بقیہ [420,448,461,468]
continuation-label: بقیہ [72,448,113,468]
story-body: سابق وزیراعظم کے خلاف کیس کی سماعت کے دوران عدالت نے فریقین کے دلائل سنے اور فیصلہ محفوظ کر لیا۔ وکلا نے موقف اختیار کیا کہ درخواست گزار کو انصاف فراہم کیا جائے اور عدالت قانون کے مطابق کارروائی کرے۔ الیکشن کمیشن نے بھی اپنا جواب جمع کرایا جبکہ حکومت کی جانب سے اٹارنی جنرل پیش ہوئے۔ عدالت نے ریمارکس دیے کہ آئین اور قانون کی بالادستی ہر صورت یقینی بنائی جائے گی اور کسی کو بھی قانون سے بالاتر نہیں سمجھا جائے گا۔ اجلاس میں ملکی معاشی صورتحال پر بھی غور کیا گیا اور متعلقہ اداروں کو ہدایات جاری کی گئیں۔ [586,2392,694,2575]
story-body: سابق وزیراعظم کے خلاف کیس کی سماعت کے دوران عدالت نے فریقین کے دلائل سنے اور فیصلہ محفوظ کر لیا۔ وکلا نے موقف اختیار کیا کہ درخواست گزار کو انصاف فراہم کیا جائے اور عدالت قانون کے مطابق کارروائی کرے۔ الیکشن کمیشن نے بھی اپنا جواب جمع کرایا جبکہ حکومت کی جانب سے اٹارنی جنرل پیش ہوئے۔ عدالت نے ریمارکس دیے کہ آئین اور قانون کی بالادستی ہر صورت یقینی بنائی جائے گی اور کسی کو بھی قانون سے بالاتر نہیں سمجھا جائے گا۔ اجلاس میں ملکی معاشی صورتحال پر بھی غور کیا گیا اور متعلقہ اداروں کو ہدایات جاری کی گئیں۔ [7,258,115,441]
story-body: سابق وزیراعظم کے خلاف کیس کی سماعت کے دوران عدالت نے فریقین کے دلائل سنے اور فیصلہ محفوظ کر لیا۔ وکلا نے موقف اختیار کیا کہ درخواست گزار کو انصاف فراہم کیا جائے اور عدالت قانون کے مطابق کارروائی کرے۔ الیکشن کمیشن نے بھی اپنا جواب جمع کرایا جبکہ حکومت کی جانب سے اٹارنی جنرل پیش ہوئے۔ عدالت نے ریمارکس دیے کہ آئین اور قانون کی بالادستی ہر صورت یقینی بنائی جائے گی اور کسی کو بھی قانون سے بالاتر نہیں سمجھا جائے گا۔ اجلاس میں ملکی معاشی صورتحال پر بھی غور کیا گیا اور متعلقہ اداروں کو ہدایات جاری کی گئیں۔ [586,2179,694,2361]
story-27 [471,233,578,443]
continuation-label: بقیہ [768,1514,809,1534]
continuation-tag [471,20,578,42]
